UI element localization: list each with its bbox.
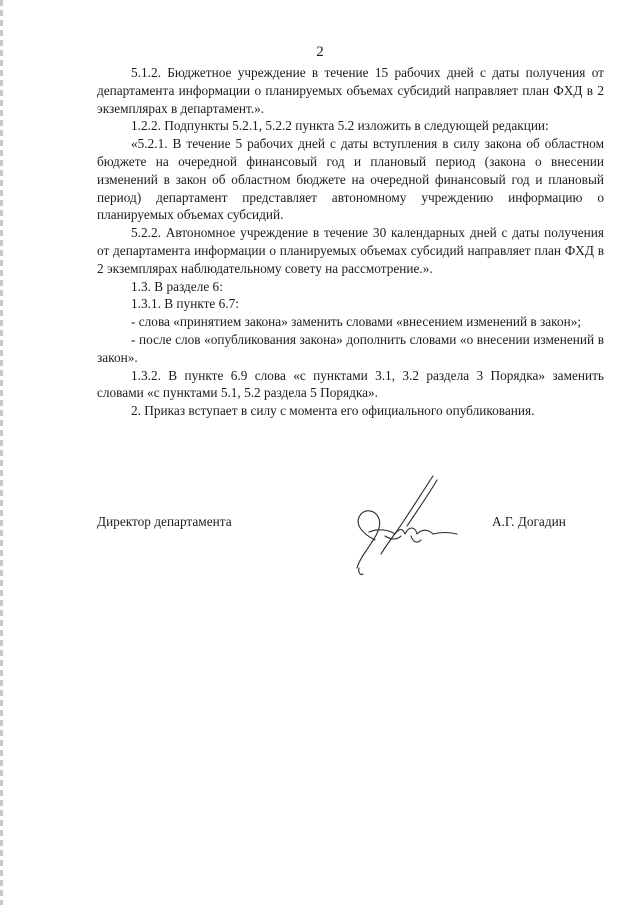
paragraph-5-2-2: 5.2.2. Автономное учреждение в течение 30 календарных дней с даты получения от департамента информации о планируемых объемах субсидий направляет план ФХД в 2 экземплярах наблюдательному совету на рассмотрение.». — [97, 225, 604, 276]
signer-position: Директор департамента — [97, 514, 232, 529]
paragraph-1-3: 1.3. В разделе 6: — [131, 278, 223, 294]
paragraph-2: 2. Приказ вступает в силу с момента его официального опубликования. — [131, 403, 535, 419]
page-number: 2 — [316, 44, 324, 60]
paragraph-5-1-2: 5.1.2. Бюджетное учреждение в течение 15 рабочих дней с даты получения от департамента информации о планируемых объемах субсидий направляет план ФХД в 2 экземплярах в департамент.». — [97, 65, 604, 116]
scan-edge — [0, 0, 3, 905]
paragraph-1-3-1: 1.3.1. В пункте 6.7: — [131, 296, 239, 312]
paragraph-item-2: - после слов «опубликования закона» дополнить словами «о внесении изменений в закон». — [97, 331, 604, 365]
signature-block — [0, 514, 640, 594]
paragraph-5-2-1: «5.2.1. В течение 5 рабочих дней с даты вступления в силу закона об областном бюджете на очередной финансовый год и плановый период (закона о внесении изменений в закон об областном бюджете на очередной финансовый год и плановый период) департамент представляет автономному учреждению информацию о планируемых объемах субсидий. — [97, 136, 604, 223]
signer-name: А.Г. Догадин — [492, 514, 566, 529]
handwritten-signature — [345, 470, 465, 580]
paragraph-item-1: - слова «принятием закона» заменить словами «внесением изменений в закон»; — [131, 314, 582, 330]
paragraph-1-2-2: 1.2.2. Подпункты 5.2.1, 5.2.2 пункта 5.2 изложить в следующей редакции: — [131, 118, 549, 134]
document-body — [97, 64, 604, 420]
paragraph-1-3-2: 1.3.2. В пункте 6.9 слова «с пунктами 3.1, 3.2 раздела 3 Порядка» заменить словами «с пунктами 5.1, 5.2 раздела 5 Порядка». — [97, 367, 604, 401]
